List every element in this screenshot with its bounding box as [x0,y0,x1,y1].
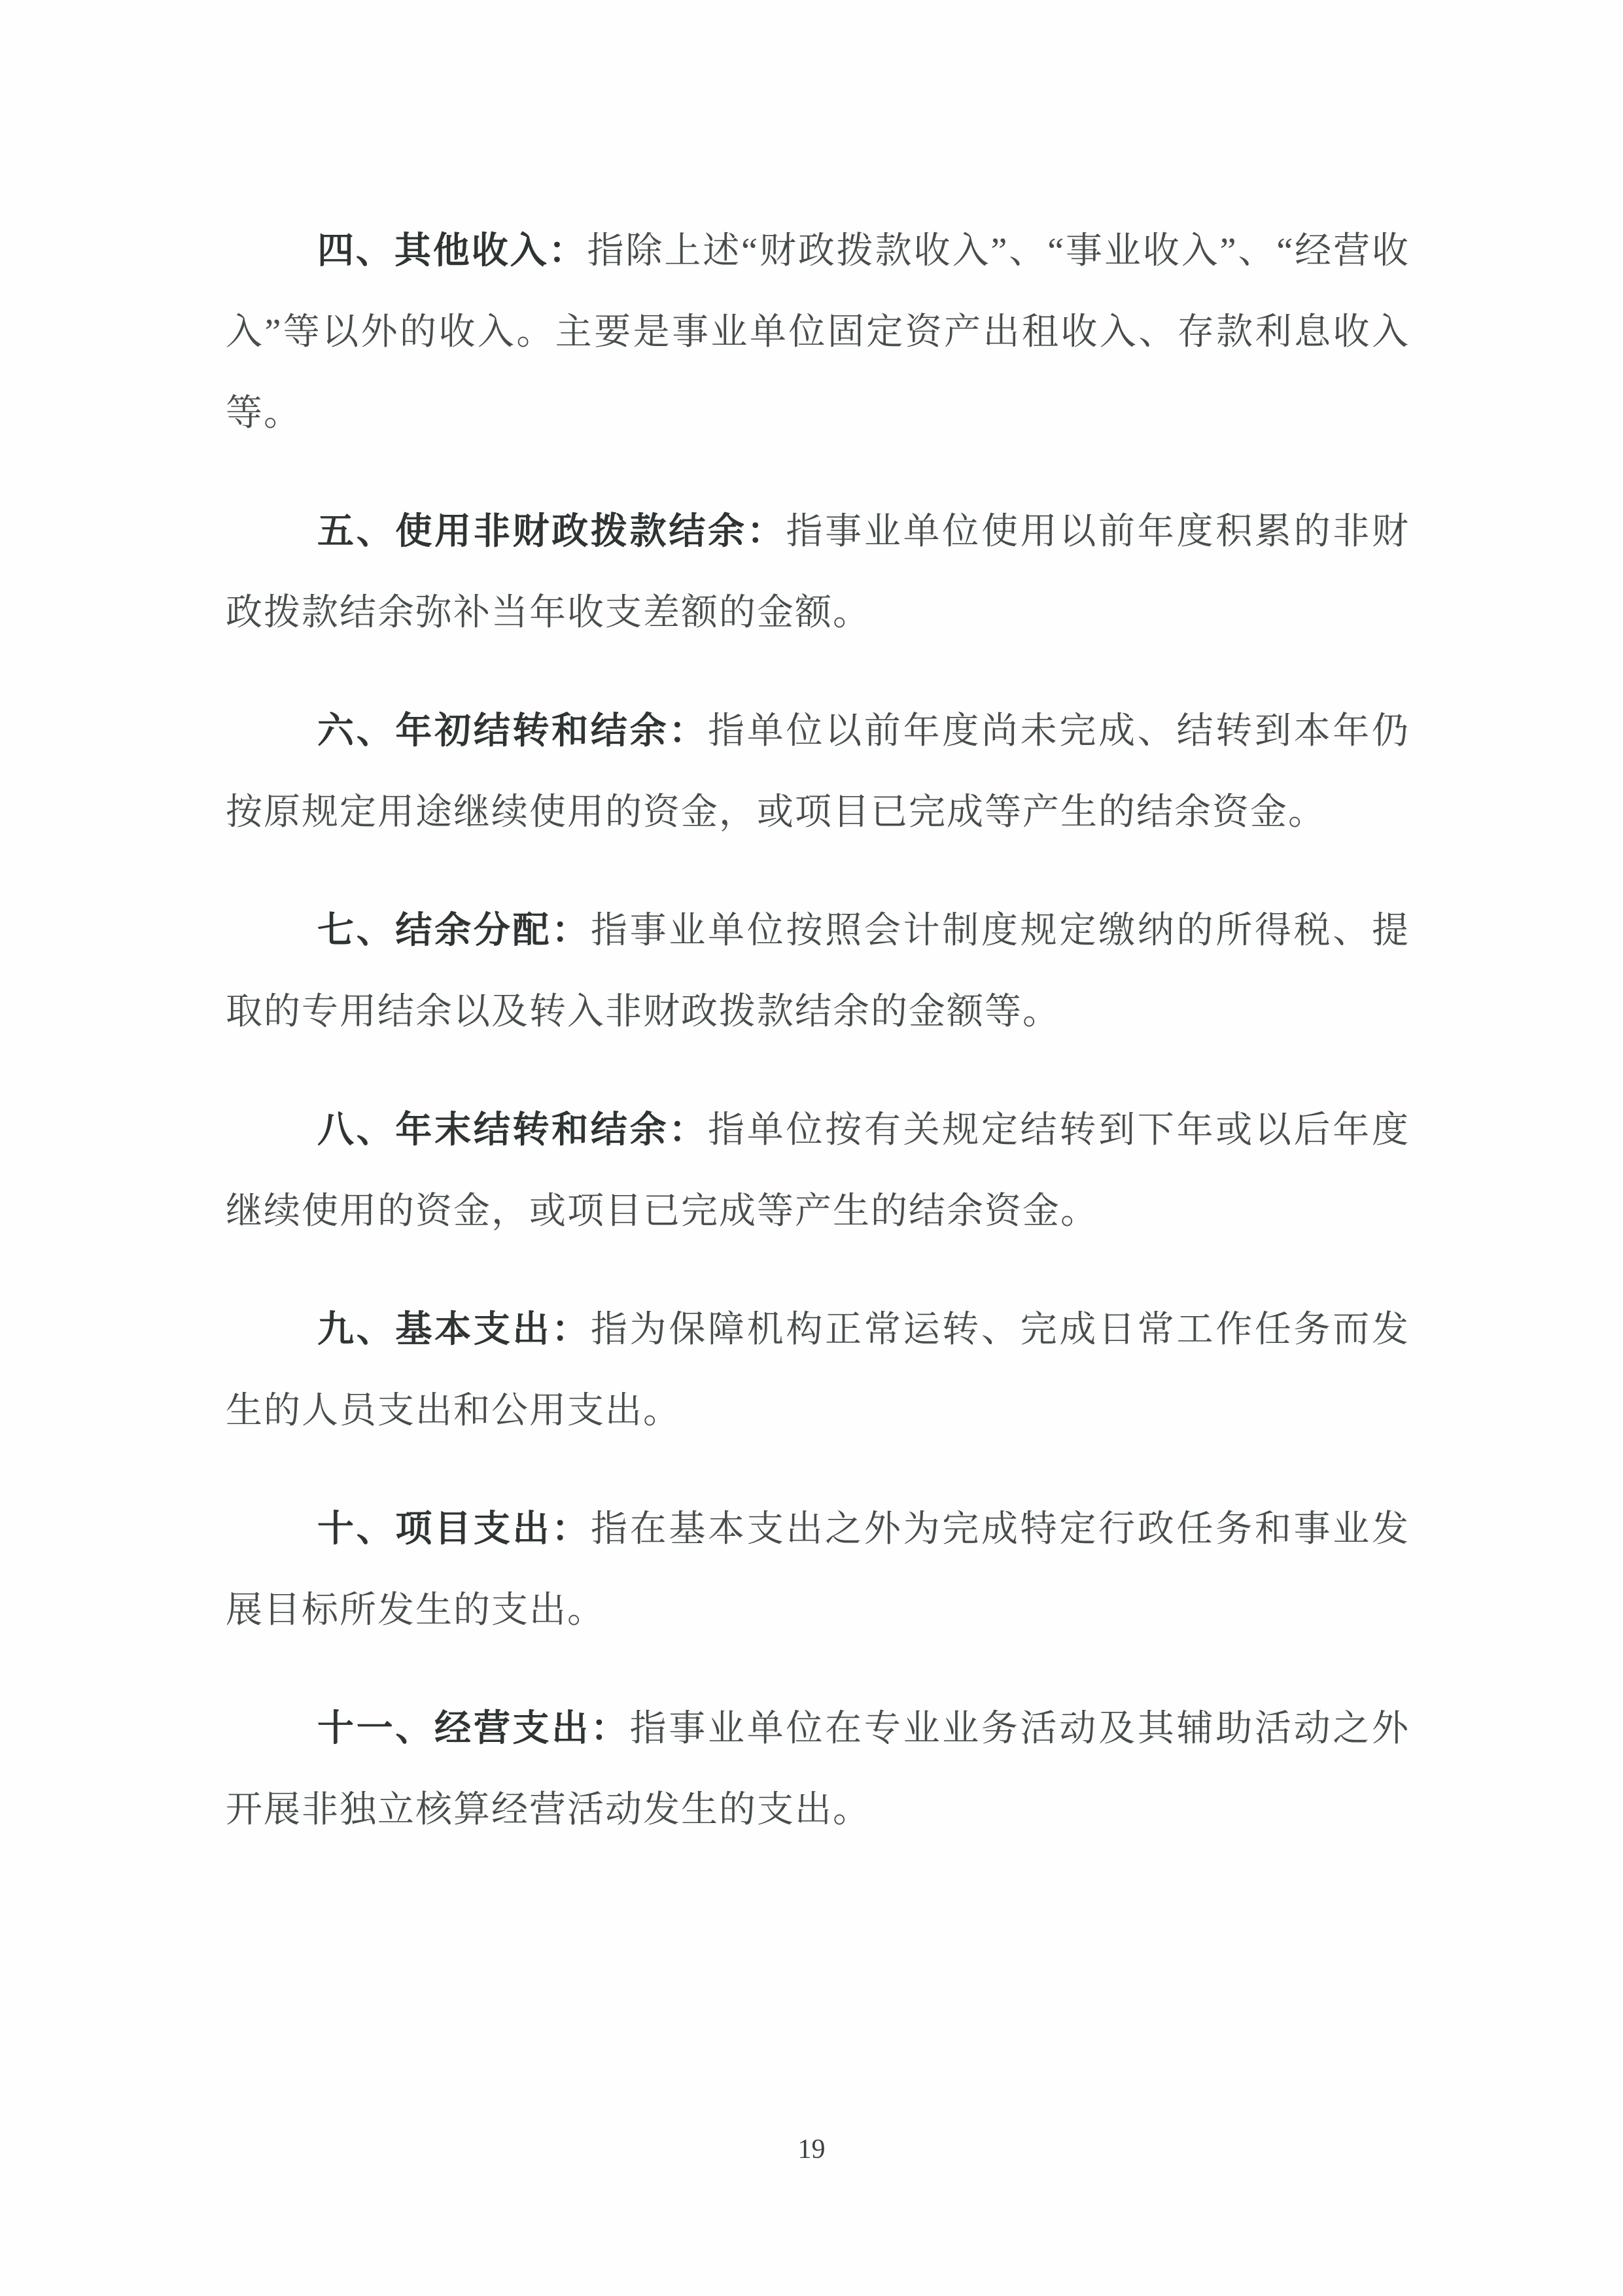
page-number: 19 [797,2134,826,2165]
definition-paragraph [226,1090,1410,1252]
definition-paragraph [226,211,1410,454]
term-label: 四、其他收入： [317,231,587,271]
term-definition: 指事业单位使用以前年度积累的非财政拨款结余弥补当年收支差额的金额。 [226,512,1410,633]
term-definition: 指事业单位在专业业务活动及其辅助活动之外开展非独立核算经营活动发生的支出。 [226,1709,1410,1830]
term-label: 八、年末结转和结余： [317,1110,708,1151]
term-label: 六、年初结转和结余： [317,711,708,752]
definition-paragraph [226,691,1410,853]
term-definition: 指事业单位按照会计制度规定缴纳的所得税、提取的专用结余以及转入非财政拨款结余的金额等。 [226,911,1410,1032]
term-definition: 指为保障机构正常运转、完成日常工作任务而发生的人员支出和公用支出。 [226,1310,1410,1431]
term-label: 九、基本支出： [317,1310,591,1350]
term-label: 十一、经营支出： [317,1709,630,1749]
term-definition: 指单位按有关规定结转到下年或以后年度继续使用的资金，或项目已完成等产生的结余资金。 [226,1110,1410,1232]
term-label: 五、使用非财政拨款结余： [317,512,786,552]
term-definition: 指单位以前年度尚未完成、结转到本年仍按原规定用途继续使用的资金，或项目已完成等产生的结余资金。 [226,711,1410,833]
term-definition: 指除上述“财政拨款收入”、“事业收入”、“经营收入”等以外的收入。主要是事业单位固定资产出租收入、存款利息收入等。 [226,231,1410,434]
definition-paragraph [226,1289,1410,1452]
term-label: 十、项目支出： [317,1509,591,1550]
definition-paragraph [226,1688,1410,1851]
definition-paragraph [226,1489,1410,1651]
definition-paragraph [226,491,1410,653]
term-label: 七、结余分配： [317,911,591,951]
definition-paragraph [226,890,1410,1052]
document-body [226,211,1410,1888]
term-definition: 指在基本支出之外为完成特定行政任务和事业发展目标所发生的支出。 [226,1509,1410,1631]
